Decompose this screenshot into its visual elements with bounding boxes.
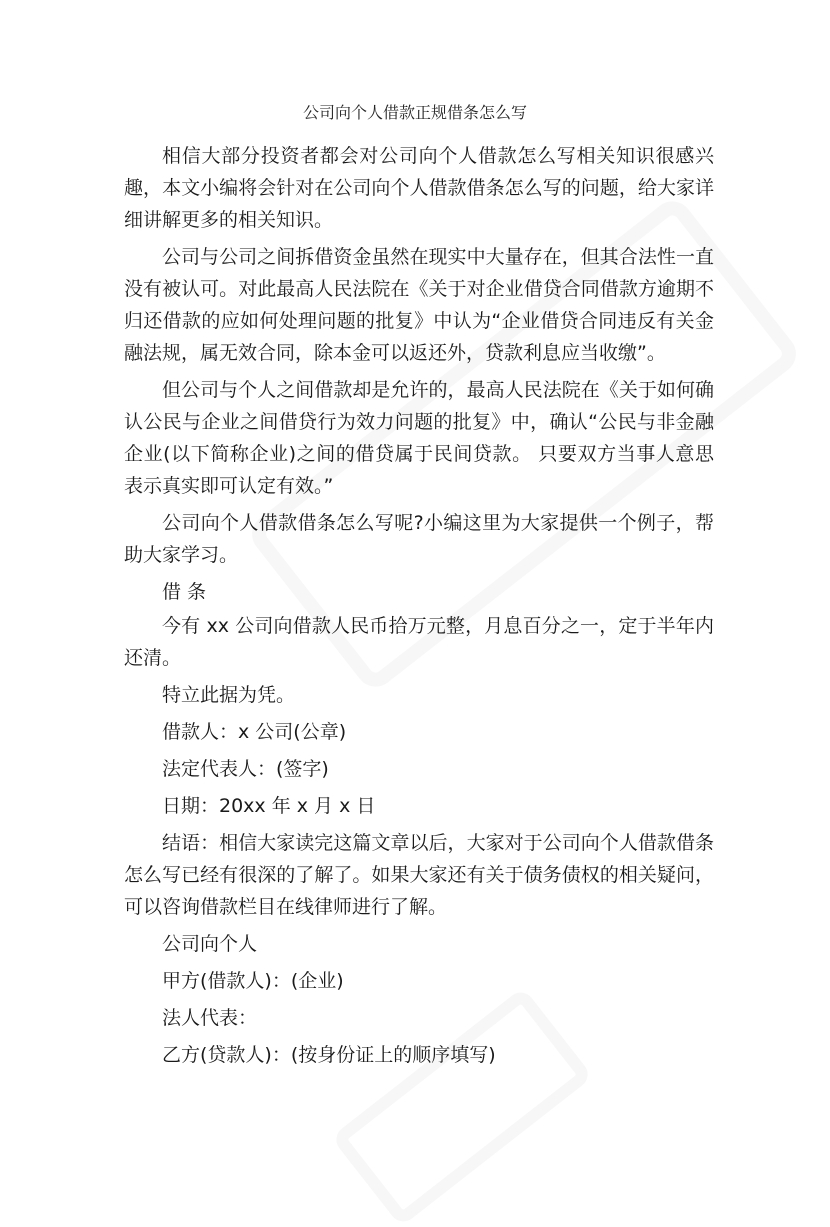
paragraph: 相信大部分投资者都会对公司向个人借款怎么写相关知识很感兴趣，本文小编将会针对在公司向个人借款借条怎么写的问题，给大家详细讲解更多的相关知识。 bbox=[124, 145, 714, 231]
legal-representative: 法人代表： bbox=[162, 1007, 258, 1029]
iou-certify: 特立此据为凭。 bbox=[162, 684, 296, 706]
iou-heading: 借 条 bbox=[162, 581, 207, 603]
contract-line: 公司向个人 bbox=[162, 933, 258, 955]
iou-body: 今有 xx 公司向借款人民币拾万元整，月息百分之一，定于半年内还清。 bbox=[124, 615, 714, 669]
document-title: 公司向个人借款正规借条怎么写 bbox=[302, 103, 527, 122]
iou-date: 日期：20xx 年 x 月 x 日 bbox=[162, 795, 376, 817]
iou-representative: 法定代表人：(签字) bbox=[162, 758, 329, 780]
party-a: 甲方(借款人)：(企业) bbox=[162, 970, 344, 992]
paragraph: 但公司与个人之间借款却是允许的，最高人民法院在《关于如何确认公民与企业之间借贷行为效力问题的批复》中，确认“公民与非金融企业(以下简称企业)之间的借贷属于民间贷款。 只要双方当事人意思表示真实即可认定有效。” bbox=[124, 379, 714, 497]
conclusion: 结语：相信大家读完这篇文章以后，大家对于公司向个人借款借条怎么写已经有很深的了解了。如果大家还有关于债务债权的相关疑问，可以咨询借款栏目在线律师进行了解。 bbox=[124, 832, 714, 918]
document-body bbox=[124, 140, 714, 1076]
paragraph: 公司与公司之间拆借资金虽然在现实中大量存在，但其合法性一直没有被认可。对此最高人民法院在《关于对企业借贷合同借款方逾期不归还借款的应如何处理问题的批复》中认为“企业借贷合同违反有关金融法规，属无效合同，除本金可以返还外，贷款利息应当收缴”。 bbox=[124, 246, 714, 364]
party-b: 乙方(贷款人)：(按身份证上的顺序填写) bbox=[162, 1044, 496, 1066]
iou-borrower: 借款人：x 公司(公章) bbox=[162, 721, 347, 743]
paragraph: 公司向个人借款借条怎么写呢?小编这里为大家提供一个例子，帮助大家学习。 bbox=[124, 512, 714, 566]
